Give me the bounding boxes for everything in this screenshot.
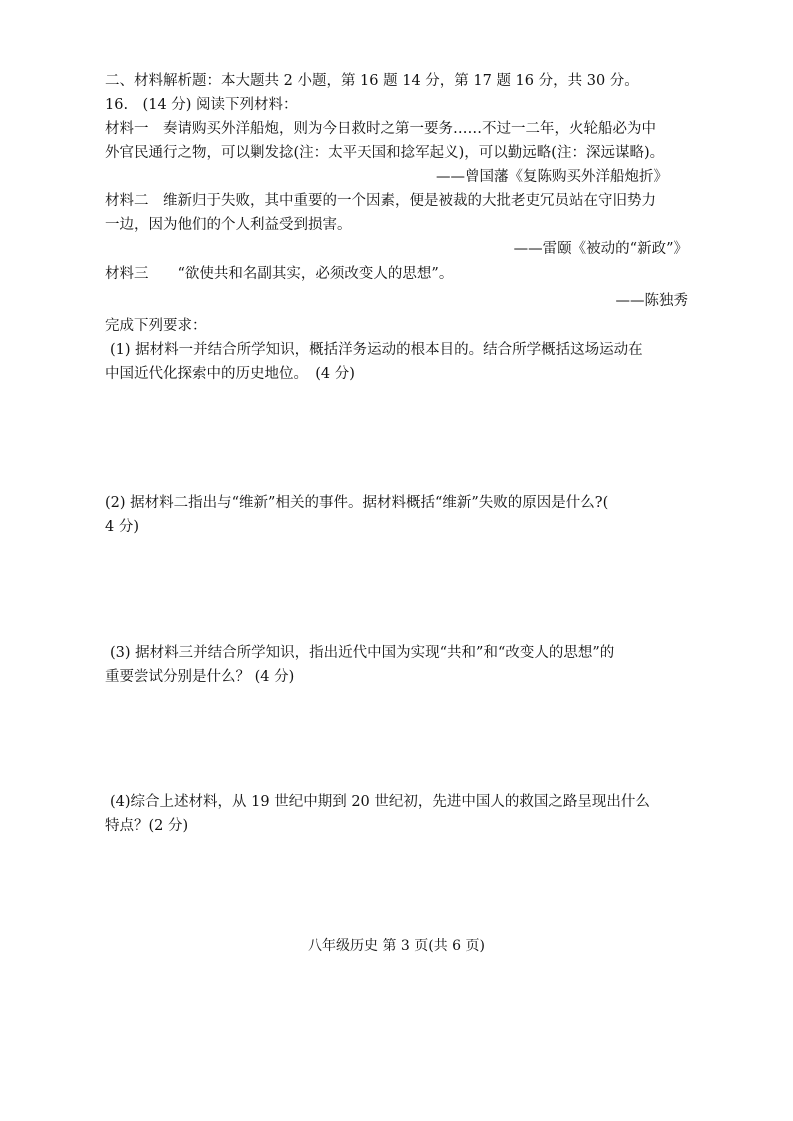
page-footer: 八年级历史 第 3 页(共 6 页) xyxy=(308,938,485,954)
section-heading: 二、材料解析题：本大题共 2 小题，第 16 题 14 分，第 17 题 16 分，共 30 分。 xyxy=(105,73,639,89)
sub-question-4-line-2: 特点？(2 分) xyxy=(105,818,189,834)
sub-question-2-line-1: (2) 据材料二指出与“维新”相关的事件。据材料概括“维新”失败的原因是什么?( xyxy=(105,495,609,511)
sub-question-1-line-1: (1) 据材料一并结合所学知识，概括洋务运动的根本目的。结合所学概括这场运动在 xyxy=(110,342,643,358)
sub-question-4-line-1: (4)综合上述材料，从 19 世纪中期到 20 世纪初，先进中国人的救国之路呈现出什么 xyxy=(110,794,650,810)
sub-question-1-line-2: 中国近代化探索中的历史地位。 (4 分) xyxy=(105,366,355,382)
material-3-line-1: 材料三 “欲使共和名副其实，必须改变人的思想”。 xyxy=(105,266,454,282)
sub-question-3-line-1: (3) 据材料三并结合所学知识，指出近代中国为实现“共和”和“改变人的思想”的 xyxy=(110,645,615,661)
material-2-line-2: 一边，因为他们的个人利益受到损害。 xyxy=(105,217,352,233)
material-3-source: ——陈独秀 xyxy=(615,293,688,309)
material-1-source: ——曾国藩《复陈购买外洋船炮折》 xyxy=(436,169,668,185)
question-16-header: 16. (14 分) 阅读下列材料： xyxy=(105,97,298,113)
sub-question-3-line-2: 重要尝试分别是什么？ (4 分) xyxy=(105,669,295,685)
material-1-line-1: 材料一 奏请购买外洋船炮，则为今日救时之第一要务……不过一二年，火轮船必为中 xyxy=(105,121,656,137)
material-2-line-1: 材料二 维新归于失败，其中重要的一个因素，便是被裁的大批老吏冗员站在守旧势力 xyxy=(105,193,656,209)
instruction: 完成下列要求： xyxy=(105,318,207,334)
sub-question-2-line-2: 4 分) xyxy=(105,519,139,535)
material-1-line-2: 外官民通行之物，可以剿发捻(注：太平天国和捻军起义)，可以勤远略(注：深远谋略)。 xyxy=(105,145,665,161)
material-2-source: ——雷颐《被动的“新政”》 xyxy=(513,241,688,257)
